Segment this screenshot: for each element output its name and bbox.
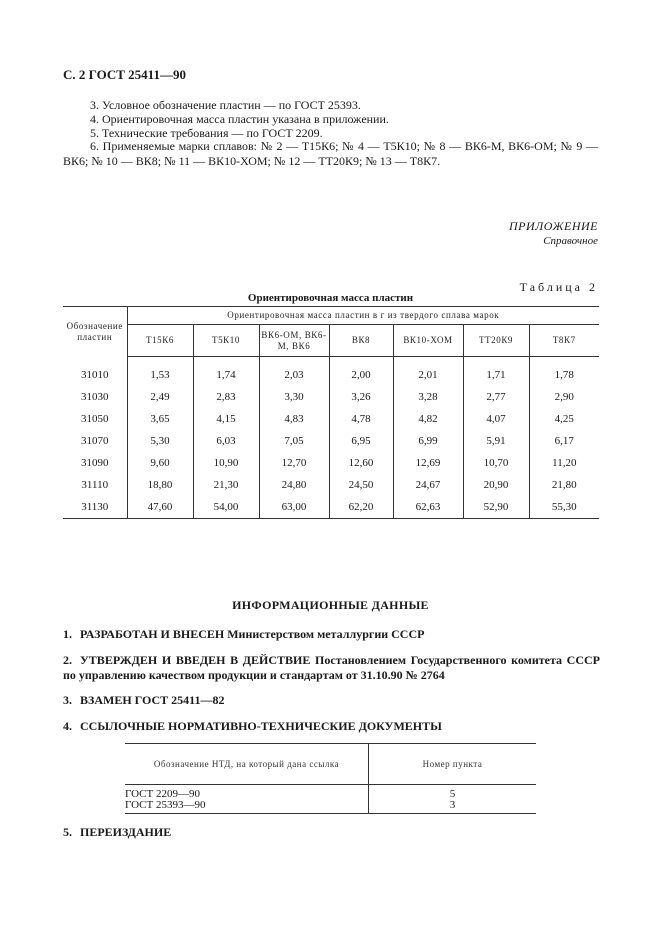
plate-id: 31050 (63, 408, 127, 430)
mass-cell: 2,03 (259, 357, 329, 387)
appendix-subtitle: Справочное (543, 235, 598, 247)
info-item (63, 719, 600, 734)
mass-cell: 1,71 (463, 357, 529, 387)
mass-cell: 21,30 (193, 474, 259, 496)
mass-cell: 12,69 (393, 452, 463, 474)
mass-cell: 12,60 (329, 452, 393, 474)
refs-col-doc-header: Обозначение НТД, на который дана ссылка (125, 744, 369, 785)
grade-header: Т5К10 (193, 325, 259, 357)
mass-cell: 3,26 (329, 386, 393, 408)
mass-cell: 24,80 (259, 474, 329, 496)
table-row (125, 785, 536, 801)
mass-table (63, 306, 599, 519)
mass-cell: 1,78 (529, 357, 599, 387)
ref-item: 3 (369, 800, 537, 814)
info-item-number: 3. (63, 693, 72, 707)
mass-cell: 4,82 (393, 408, 463, 430)
table-row (125, 800, 536, 814)
table-row (63, 408, 599, 430)
mass-cell: 2,83 (193, 386, 259, 408)
mass-cell: 63,00 (259, 496, 329, 519)
mass-cell: 4,25 (529, 408, 599, 430)
mass-cell: 18,80 (127, 474, 193, 496)
refs-col-item-header: Номер пункта (369, 744, 537, 785)
paragraph-6: 6. Применяемые марки сплавов: № 2 — Т15К6; № 4 — Т5К10; № 8 — ВК6-М, ВК6-ОМ; № 9 — ВК6; № 10 — ВК8; № 11 — ВК10-ХОМ; № 12 — ТТ20К9; № 13 — Т8К7. (63, 139, 598, 168)
mass-cell: 5,30 (127, 430, 193, 452)
plate-id: 31110 (63, 474, 127, 496)
info-item-number: 2. (63, 653, 72, 667)
mass-cell: 4,15 (193, 408, 259, 430)
mass-cell: 6,95 (329, 430, 393, 452)
mass-cell: 4,83 (259, 408, 329, 430)
plate-id: 31030 (63, 386, 127, 408)
appendix-title: ПРИЛОЖЕНИЕ (509, 219, 598, 233)
ref-doc: ГОСТ 2209—90 (125, 785, 369, 801)
ref-doc: ГОСТ 25393—90 (125, 800, 369, 814)
info-item-text: РАЗРАБОТАН И ВНЕСЕН Министерством металлургии СССР (80, 627, 425, 641)
info-item-text: ССЫЛОЧНЫЕ НОРМАТИВНО-ТЕХНИЧЕСКИЕ ДОКУМЕНТЫ (80, 719, 442, 733)
mass-cell: 12,70 (259, 452, 329, 474)
info-item-text: ВЗАМЕН ГОСТ 25411—82 (80, 693, 225, 707)
table-row (63, 452, 599, 474)
mass-cell: 11,20 (529, 452, 599, 474)
plate-id: 31130 (63, 496, 127, 519)
info-item-text: ПЕРЕИЗДАНИЕ (80, 825, 172, 839)
info-item-number: 1. (63, 627, 72, 641)
mass-cell: 24,67 (393, 474, 463, 496)
mass-cell: 2,00 (329, 357, 393, 387)
mass-cell: 10,90 (193, 452, 259, 474)
info-item-text: УТВЕРЖДЕН И ВВЕДЕН В ДЕЙСТВИЕ Постановлением Государственного комитета СССР по управлению качеством продукции и стандартам от 31.10.90 № 2764 (63, 653, 600, 682)
mass-cell: 62,63 (393, 496, 463, 519)
grade-header: ВК10-ХОМ (393, 325, 463, 357)
mass-cell: 2,90 (529, 386, 599, 408)
mass-group-header: Ориентировочная масса пластин в г из твердого сплава марок (127, 307, 599, 325)
mass-cell: 6,03 (193, 430, 259, 452)
paragraph-3: 3. Условное обозначение пластин — по ГОСТ 25393. (90, 98, 361, 112)
table-row (63, 386, 599, 408)
mass-cell: 6,99 (393, 430, 463, 452)
grade-header: Т8К7 (529, 325, 599, 357)
info-item-number: 4. (63, 719, 72, 733)
mass-cell: 5,91 (463, 430, 529, 452)
appendix-heading (509, 219, 598, 247)
info-item (63, 693, 600, 708)
grade-header: ТТ20К9 (463, 325, 529, 357)
mass-cell: 47,60 (127, 496, 193, 519)
table-row (63, 357, 599, 387)
mass-cell: 2,77 (463, 386, 529, 408)
mass-cell: 4,07 (463, 408, 529, 430)
grade-header: ВК8 (329, 325, 393, 357)
page-header: С. 2 ГОСТ 25411—90 (63, 67, 186, 82)
mass-cell: 6,17 (529, 430, 599, 452)
mass-cell: 3,65 (127, 408, 193, 430)
mass-cell: 24,50 (329, 474, 393, 496)
paragraph-5: 5. Технические требования — по ГОСТ 2209. (90, 126, 323, 140)
mass-cell: 62,20 (329, 496, 393, 519)
designation-header: Обозначение пластин (63, 307, 127, 357)
mass-cell: 2,01 (393, 357, 463, 387)
mass-cell: 3,30 (259, 386, 329, 408)
mass-cell: 4,78 (329, 408, 393, 430)
grade-header: Т15К6 (127, 325, 193, 357)
mass-cell: 7,05 (259, 430, 329, 452)
plate-id: 31090 (63, 452, 127, 474)
mass-cell: 21,80 (529, 474, 599, 496)
mass-cell: 9,60 (127, 452, 193, 474)
table-row (63, 430, 599, 452)
table-row (63, 496, 599, 519)
mass-cell: 52,90 (463, 496, 529, 519)
paragraph-4: 4. Ориентировочная масса пластин указана в приложении. (90, 112, 389, 126)
table-label: Таблица 2 (519, 280, 598, 294)
mass-cell: 2,49 (127, 386, 193, 408)
mass-cell: 1,53 (127, 357, 193, 387)
info-title: ИНФОРМАЦИОННЫЕ ДАННЫЕ (232, 598, 429, 612)
table-row (63, 474, 599, 496)
references-table (125, 743, 536, 814)
info-item (63, 627, 600, 642)
table-title: Ориентировочная масса пластин (247, 292, 414, 304)
plate-id: 31070 (63, 430, 127, 452)
mass-cell: 20,90 (463, 474, 529, 496)
plate-id: 31010 (63, 357, 127, 387)
mass-cell: 1,74 (193, 357, 259, 387)
mass-cell: 54,00 (193, 496, 259, 519)
info-item (63, 825, 600, 840)
ref-item: 5 (449, 788, 456, 800)
info-item-number: 5. (63, 825, 72, 839)
grade-header: ВК6-ОМ, ВК6-М, ВК6 (259, 325, 329, 357)
mass-cell: 3,28 (393, 386, 463, 408)
mass-cell: 55,30 (529, 496, 599, 519)
info-item (63, 653, 600, 682)
mass-cell: 10,70 (463, 452, 529, 474)
